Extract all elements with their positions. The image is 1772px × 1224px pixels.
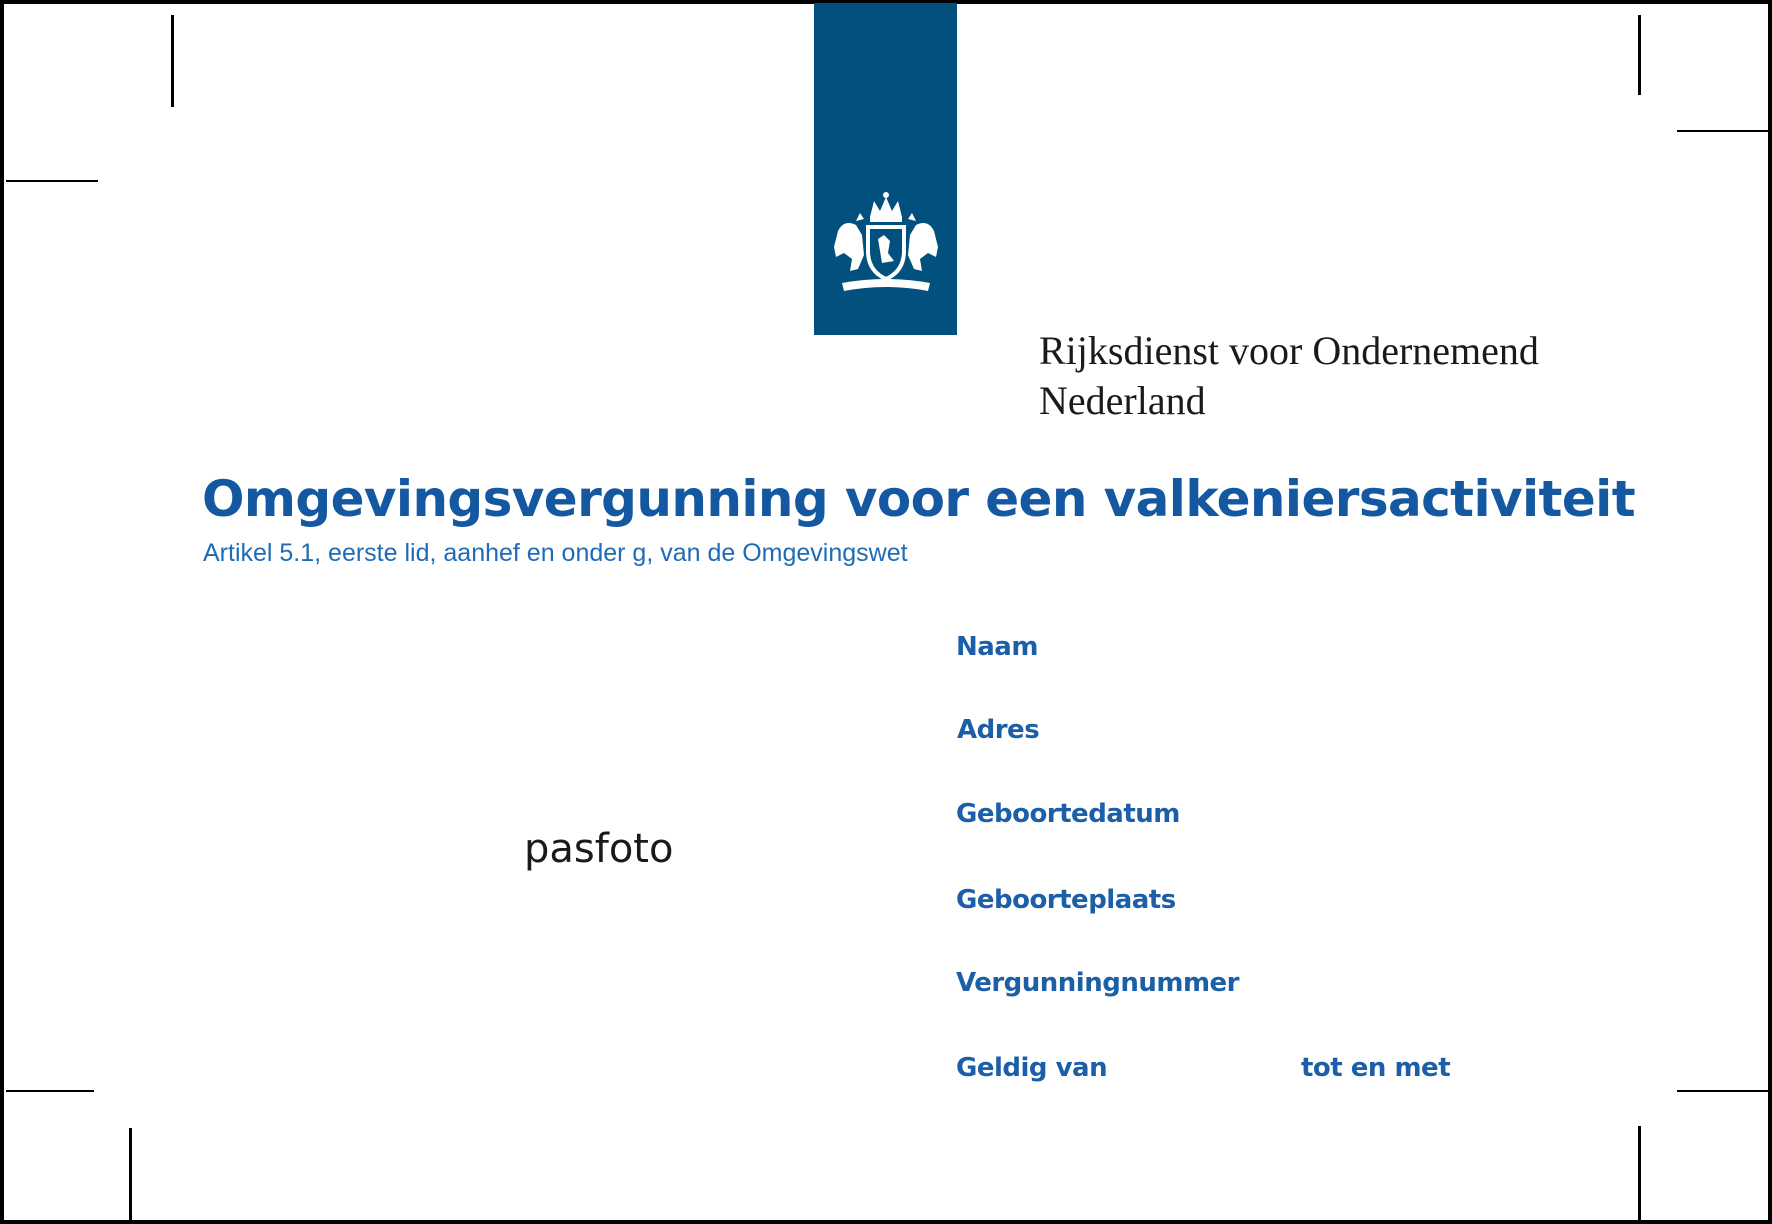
birthplace-label: Geboorteplaats: [956, 885, 1176, 915]
organization-name: [1039, 326, 1659, 426]
name-label: Naam: [956, 632, 1038, 662]
organization-name-line: Rijksdienst voor Ondernemend: [1039, 328, 1539, 373]
crop-mark: [6, 180, 98, 182]
permit-number-label: Vergunningnummer: [956, 968, 1239, 998]
crop-mark: [1677, 130, 1768, 132]
crop-mark: [129, 1128, 132, 1220]
crop-mark: [1638, 15, 1641, 95]
valid-until-label: tot en met: [1301, 1053, 1451, 1083]
address-label: Adres: [957, 715, 1040, 745]
royal-coat-of-arms-icon: [828, 191, 944, 301]
birthdate-label: Geboortedatum: [956, 799, 1180, 829]
valid-from-label: Geldig van: [956, 1053, 1108, 1083]
crop-mark: [1638, 1126, 1641, 1220]
organization-name-line: Nederland: [1039, 378, 1206, 423]
crop-mark: [6, 1090, 94, 1092]
government-logo: [814, 3, 957, 335]
passport-photo-placeholder: pasfoto: [524, 826, 674, 872]
document-subtitle: Artikel 5.1, eerste lid, aanhef en onder g, van de Omgevingswet: [203, 539, 908, 567]
crop-mark: [171, 15, 174, 107]
crop-mark: [1677, 1090, 1768, 1092]
document-title: Omgevingsvergunning voor een valkeniersactiviteit: [202, 470, 1636, 528]
